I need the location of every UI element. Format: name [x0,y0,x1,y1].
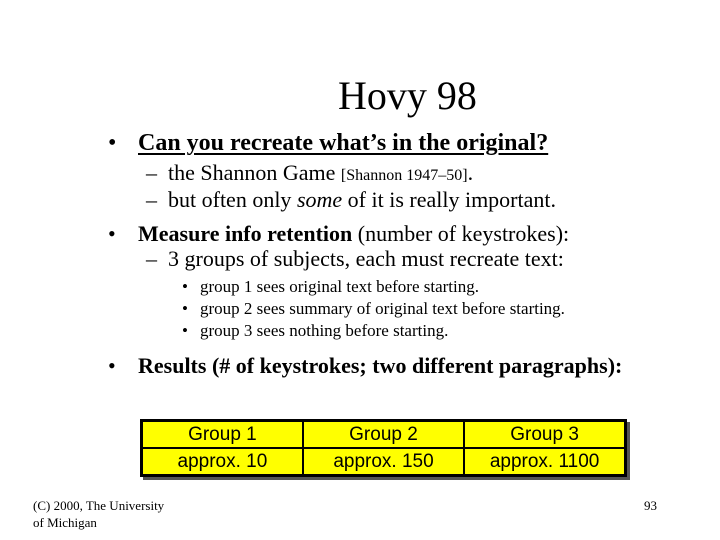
group-1-item [182,276,479,298]
sub-1-text-end: . [467,160,474,185]
sub-bullet-2 [146,186,556,214]
sub-2-emphasis: some [296,187,343,212]
table-cell: approx. 150 [303,448,464,476]
dash-marker: – [146,160,157,185]
group-3-text: group 3 sees nothing before starting. [200,321,449,340]
dash-marker: – [146,246,157,271]
bullet-marker: • [182,277,188,296]
bullet-marker: • [182,321,188,340]
page-number: 93 [644,498,657,513]
group-2-text: group 2 sees summary of original text before starting. [200,299,565,318]
sub-3-text: 3 groups of subjects, each must recreate text: [168,246,564,271]
group-2-item [182,298,565,320]
dash-marker: – [146,187,157,212]
table-header-cell: Group 2 [303,421,464,449]
bullet-3-text: Results (# of keystrokes; two different paragraphs): [138,353,623,378]
table-row [142,448,626,476]
bullet-2-bold-text: Measure info retention [138,221,353,246]
group-3-item [182,320,448,342]
bullet-2 [108,220,569,248]
bullet-3 [108,352,622,380]
sub-1-citation: [Shannon 1947–50] [340,167,468,184]
bullet-marker: • [108,353,116,378]
table-header-cell: Group 3 [464,421,625,449]
table-header-cell: Group 1 [142,421,303,449]
footer-copyright-line-2: of Michigan [33,515,97,530]
bullet-1-text: Can you recreate what’s in the original? [138,130,549,156]
bullet-2-text: (number of keystrokes): [352,221,570,246]
sub-bullet-3 [146,245,564,273]
table-cell: approx. 10 [142,448,303,476]
table-header-row [142,421,626,449]
footer-copyright-line-1: (C) 2000, The University [33,498,165,513]
sub-2-text-end: of it is really important. [342,187,557,212]
results-table [140,419,627,477]
slide-title: Hovy 98 [338,73,477,118]
bullet-marker: • [108,130,117,156]
footer-copyright [33,497,164,531]
bullet-marker: • [108,221,116,246]
group-1-text: group 1 sees original text before starting. [200,277,480,296]
table-cell: approx. 1100 [464,448,625,476]
sub-1-text: the Shannon Game [168,160,341,185]
bullet-1 [108,128,548,158]
bullet-marker: • [182,299,188,318]
sub-2-text: but often only [168,187,297,212]
